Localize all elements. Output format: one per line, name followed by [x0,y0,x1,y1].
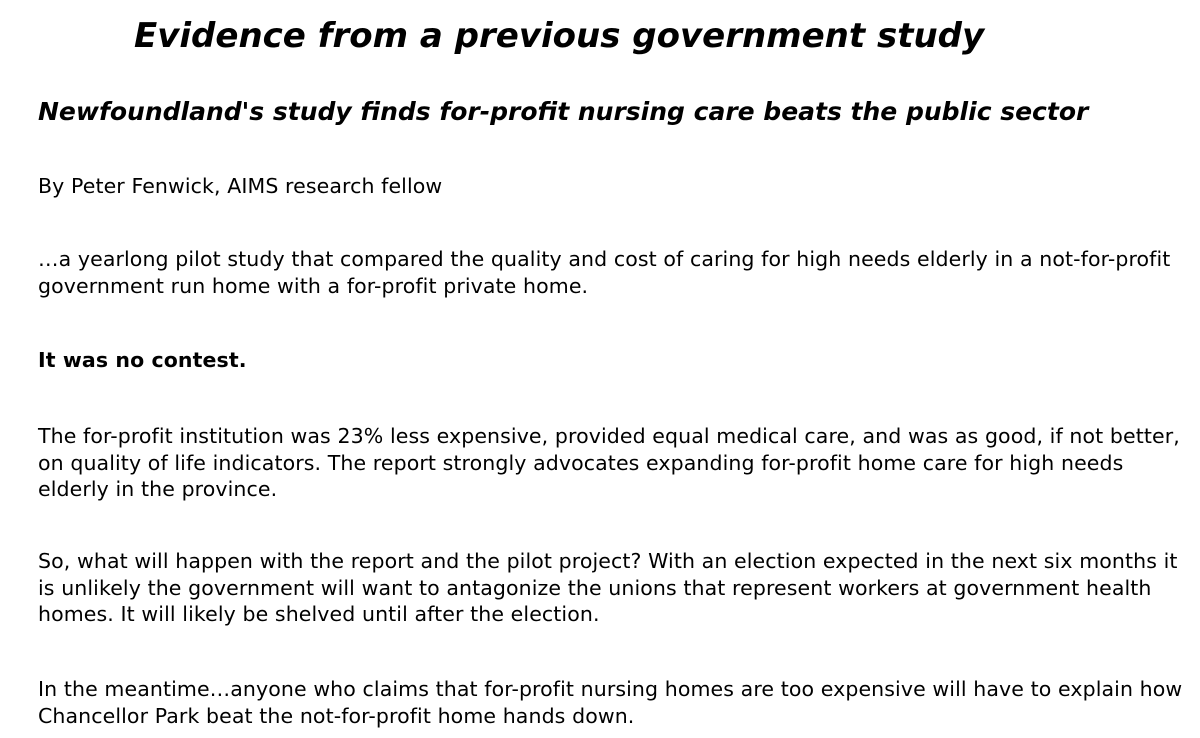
paragraph-intro: …a yearlong pilot study that compared the quality and cost of caring for high needs elderly in a not-for-profit government run home with a for-profit private home. [38,247,1171,298]
paragraph-results: The for-profit institution was 23% less expensive, provided equal medical care, and was as good, if not better, on quality of life indicators. The report strongly advocates expanding for-profit home care for high needs elderly in the province. [38,424,1180,501]
paragraph-no-contest: It was no contest. [38,348,247,372]
document-subtitle: Newfoundland's study finds for-profit nursing care beats the public sector [38,97,1089,126]
paragraph-report-future: So, what will happen with the report and the pilot project? With an election expected in the next six months it is unlikely the government will want to antagonize the unions that represent workers at government health homes. It will likely be shelved until after the election. [38,549,1178,626]
paragraph-meantime: In the meantime…anyone who claims that for-profit nursing homes are too expensive will have to explain how Chancellor Park beat the not-for-profit home hands down. [38,677,1183,728]
byline: By Peter Fenwick, AIMS research fellow [38,174,443,198]
document-title: Evidence from a previous government study [134,16,985,56]
